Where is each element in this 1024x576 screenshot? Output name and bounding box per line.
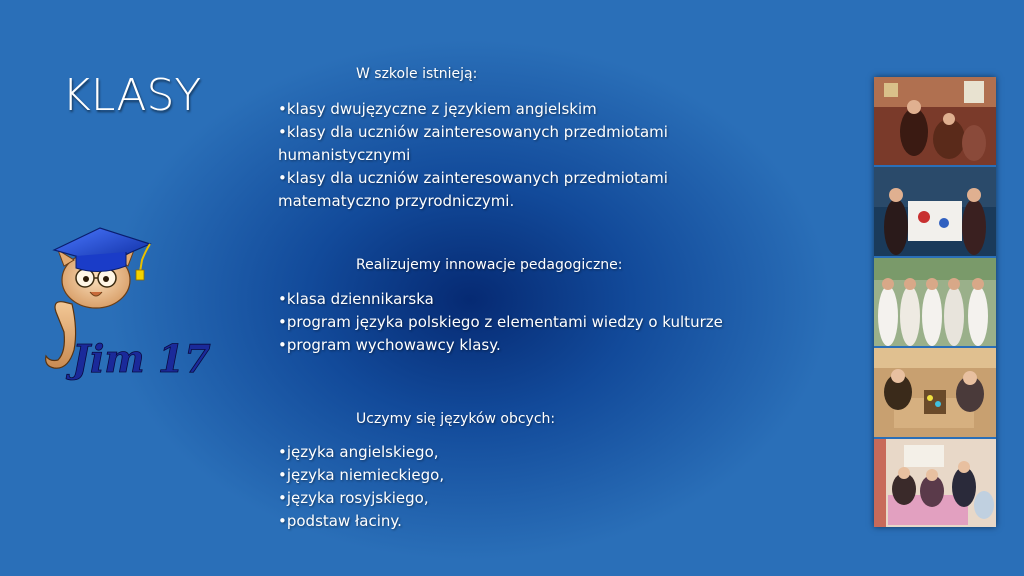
list-item: •program wychowawcy klasy. [278,336,501,354]
section-heading-classes: W szkole istnieją: [356,66,478,82]
list-item: •program języka polskiego z elementami wiedzy o kulturze [278,313,723,331]
section-heading-languages: Uczymy się języków obcych: [356,411,556,427]
school-logo [38,220,223,385]
slide-title: KLASY [62,70,202,121]
list-item: •klasa dziennikarska [278,290,434,308]
photo-strip [874,77,996,527]
list-item: •podstaw łaciny. [278,512,402,530]
list-item: •klasy dla uczniów zainteresowanych przedmiotami matematyczno przyrodniczymi. [278,169,668,210]
list-item: •klasy dwujęzyczne z językiem angielskim [278,100,597,118]
list-item: •języka angielskiego, [278,443,439,461]
logo-text: Jim 17 [72,336,211,381]
list-item: •języka rosyjskiego, [278,489,429,507]
section-heading-innovations: Realizujemy innowacje pedagogiczne: [356,257,623,273]
class-photo [874,258,996,346]
class-photo [874,439,996,527]
list-item: •klasy dla uczniów zainteresowanych przedmiotami humanistycznymi [278,123,668,164]
innovations-list [278,288,838,357]
class-photo [874,348,996,436]
languages-list [278,441,678,533]
list-item: •języka niemieckiego, [278,466,445,484]
class-photo [874,77,996,165]
class-photo [874,167,996,255]
classes-list [278,98,718,213]
owl-mascot-icon [38,220,223,385]
